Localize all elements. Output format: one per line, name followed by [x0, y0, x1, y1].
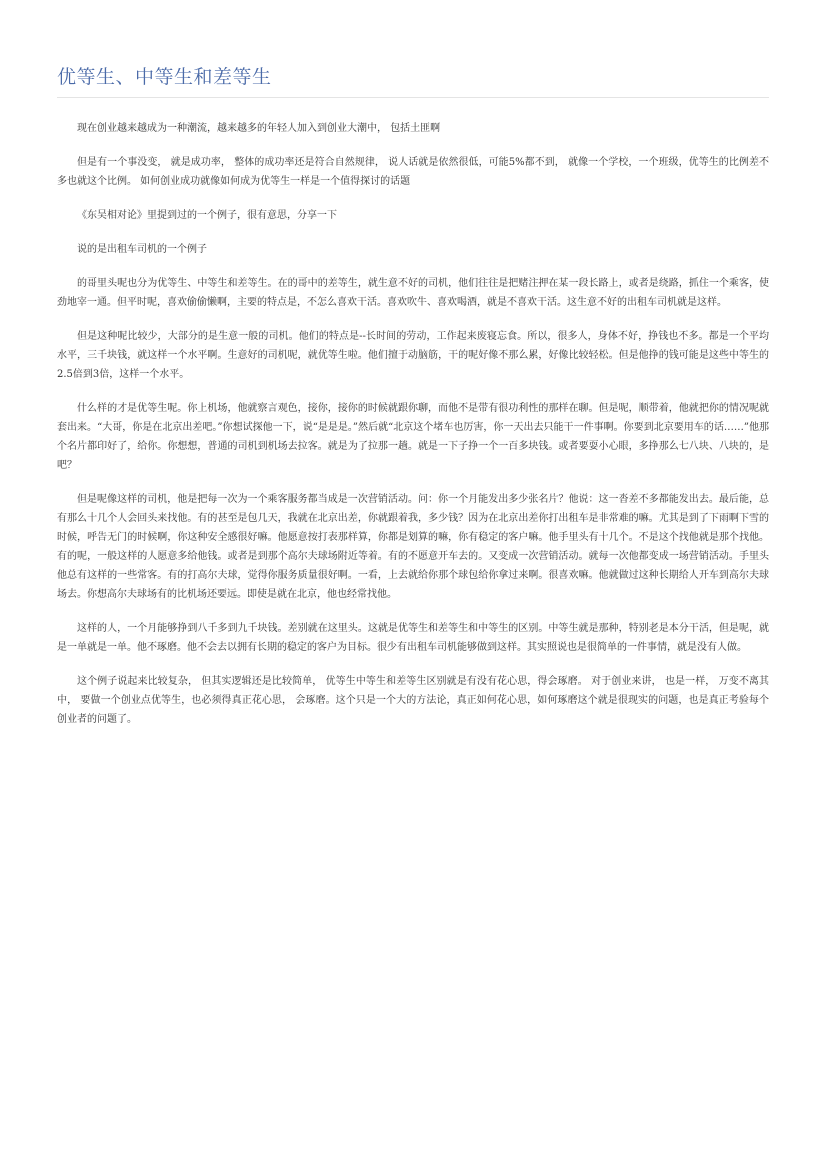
- article: [57, 0, 769, 744]
- article-body: [57, 119, 769, 729]
- paragraph: 的哥里头呢也分为优等生、中等生和差等生。在的哥中的差等生，就生意不好的司机，他们往往是把赌注押在某一段长路上，或者是绕路，抓住一个乘客，使劲地宰一通。但平时呢，喜欢偷偷懒啊，主要的特点是，不怎么喜欢干活。喜欢吹牛、喜欢喝酒，就是不喜欢干活。这生意不好的出租车司机就是这样。: [57, 278, 769, 308]
- paragraph: 这个例子说起来比较复杂， 但其实逻辑还是比较简单， 优等生中等生和差等生区别就是有没有花心思，得会琢磨。 对于创业来讲， 也是一样， 万变不离其中， 要做一个创业点优等生，也必须得真正花心思， 会琢磨。这个只是一个大的方法论，真正如何花心思，如何琢磨这个就是很现实的问题，也是真正考验每个创业者的问题了。: [57, 676, 769, 725]
- paragraph: 这样的人，一个月能够挣到八千多到九千块钱。差别就在这里头。这就是优等生和差等生和中等生的区别。中等生就是那种，特别老是本分干活，但是呢，就是一单就是一单。他不琢磨。他不会去以拥有长期的稳定的客户为目标。很少有出租车司机能够做到这样。其实照说也是很简单的一件事情，就是没有人做。: [57, 623, 769, 653]
- paragraph: 什么样的才是优等生呢。你上机场，他就察言观色，接你，接你的时候就跟你聊，而他不是带有很功利性的那样在聊。但是呢，顺带着，他就把你的情况呢就套出来。“大哥，你是在北京出差吧。”你想试探他一下，说“是是是。”然后就“北京这个堵车也厉害，你一天出去只能干一件事啊。你要到北京要用车的话……”他那个名片都印好了，给你。你想想，普通的司机到机场去拉客。就是为了拉那一趟。就是一下子挣一个一百多块钱。或者要耍小心眼，多挣那么七八块、八块的，是吧？: [57, 403, 769, 471]
- paragraph: 《东吴相对论》里提到过的一个例子，很有意思，分享一下: [77, 210, 337, 221]
- paragraph: 但是呢像这样的司机，他是把每一次为一个乘客服务都当成是一次营销活动。问：你一个月能发出多少张名片？他说：这一沓差不多都能发出去。最后能，总有那么十几个人会回头来找他。有的甚至是包几天，我就在北京出差，你就跟着我，多少钱？因为在北京出差你打出租车是非常难的嘛。尤其是到了下雨啊下雪的时候，呼告无门的时候啊，你这种安全感很好嘛。他愿意按打表那样算，你都是划算的嘛，你有稳定的客户嘛。他手里头有十几个。不是这个找他就是那个找他。有的呢，一般这样的人愿意多给他钱。或者是到那个高尔夫球场附近等着。有的不愿意开车去的。又变成一次营销活动。就每一次他都变成一场营销活动。手里头他总有这样的一些常客。有的打高尔夫球，觉得你服务质量很好啊。一看，上去就给你那个球包给你拿过来啊。很喜欢嘛。他就做过这种长期给人开车到高尔夫球场去。你想高尔夫球场有的比机场还要远。即使是就在北京，他也经常找他。: [57, 494, 769, 600]
- paragraph: 但是这种呢比较少，大部分的是生意一般的司机。他们的特点是--长时间的劳动，工作起来废寝忘食。所以，很多人，身体不好，挣钱也不多。都是一个平均水平，三千块钱，就这样一个水平啊。生意好的司机呢，就优等生啦。他们擅于动脑筋，干的呢好像不那么累，好像比较轻松。但是他挣的钱可能是这些中等生的2.5倍到3倍，这样一个水平。: [57, 331, 769, 380]
- paragraph: 现在创业越来越成为一种潮流，越来越多的年轻人加入到创业大潮中， 包括土匪啊: [77, 123, 441, 134]
- article-title: 优等生、中等生和差等生: [57, 66, 272, 88]
- paragraph: 说的是出租车司机的一个例子: [77, 244, 207, 255]
- paragraph: 但是有一个事没变， 就是成功率， 整体的成功率还是符合自然规律， 说人话就是依然很低，可能5%都不到， 就像一个学校，一个班级，优等生的比例差不多也就这个比例。 如何创业成功就像如何成为优等生一样是一个值得探讨的话题: [57, 157, 769, 187]
- title-divider: [57, 97, 769, 98]
